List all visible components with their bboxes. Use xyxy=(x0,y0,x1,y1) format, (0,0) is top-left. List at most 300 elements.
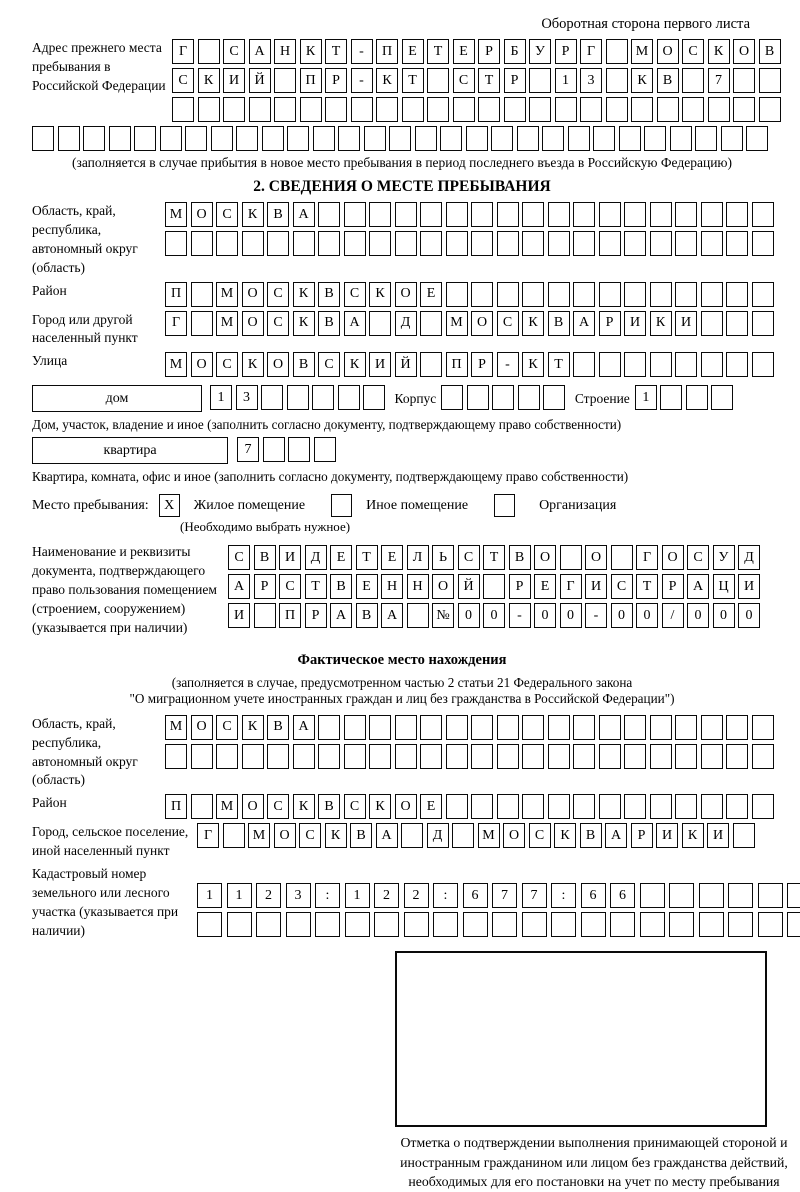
char-cell[interactable] xyxy=(606,97,628,122)
char-cell[interactable]: Н xyxy=(407,574,429,599)
char-cell[interactable] xyxy=(581,912,606,937)
char-cell[interactable] xyxy=(580,97,602,122)
char-cell[interactable] xyxy=(318,744,340,769)
char-cell[interactable] xyxy=(401,823,423,848)
char-cell[interactable] xyxy=(701,352,723,377)
char-cell[interactable]: Р xyxy=(504,68,526,93)
char-cell[interactable] xyxy=(191,744,213,769)
char-cell[interactable] xyxy=(573,202,595,227)
char-cell[interactable]: 2 xyxy=(374,883,399,908)
char-cell[interactable]: А xyxy=(381,603,403,628)
char-cell[interactable]: В xyxy=(509,545,531,570)
char-cell[interactable]: Г xyxy=(636,545,658,570)
char-cell[interactable]: К xyxy=(631,68,653,93)
char-cell[interactable] xyxy=(759,97,781,122)
char-cell[interactable]: С xyxy=(267,794,289,819)
char-cell[interactable] xyxy=(427,97,449,122)
char-cell[interactable] xyxy=(420,311,442,336)
char-cell[interactable]: О xyxy=(395,794,417,819)
char-cell[interactable] xyxy=(287,385,309,410)
char-cell[interactable] xyxy=(624,744,646,769)
char-cell[interactable]: Й xyxy=(249,68,271,93)
char-cell[interactable] xyxy=(599,794,621,819)
char-cell[interactable] xyxy=(599,282,621,307)
char-cell[interactable] xyxy=(363,385,385,410)
char-cell[interactable] xyxy=(463,912,488,937)
char-cell[interactable] xyxy=(441,385,463,410)
char-cell[interactable] xyxy=(640,912,665,937)
char-cell[interactable] xyxy=(711,385,733,410)
char-cell[interactable]: 1 xyxy=(635,385,657,410)
char-cell[interactable]: С xyxy=(458,545,480,570)
char-cell[interactable]: - xyxy=(509,603,531,628)
char-cell[interactable] xyxy=(344,202,366,227)
char-cell[interactable] xyxy=(695,126,717,151)
char-cell[interactable] xyxy=(752,794,774,819)
char-cell[interactable] xyxy=(420,231,442,256)
char-cell[interactable] xyxy=(318,202,340,227)
char-cell[interactable] xyxy=(787,883,800,908)
char-cell[interactable] xyxy=(249,97,271,122)
char-cell[interactable] xyxy=(344,715,366,740)
char-cell[interactable] xyxy=(733,823,755,848)
char-cell[interactable]: И xyxy=(228,603,250,628)
char-cell[interactable] xyxy=(758,912,783,937)
char-cell[interactable] xyxy=(369,715,391,740)
char-cell[interactable] xyxy=(573,715,595,740)
char-cell[interactable] xyxy=(599,231,621,256)
char-cell[interactable] xyxy=(274,68,296,93)
char-cell[interactable] xyxy=(471,202,493,227)
char-cell[interactable] xyxy=(300,97,322,122)
char-cell[interactable]: 1 xyxy=(210,385,232,410)
char-cell[interactable]: С xyxy=(228,545,250,570)
char-cell[interactable] xyxy=(759,68,781,93)
char-cell[interactable] xyxy=(165,744,187,769)
char-cell[interactable]: М xyxy=(216,282,238,307)
char-cell[interactable]: 3 xyxy=(236,385,258,410)
char-cell[interactable] xyxy=(338,385,360,410)
char-cell[interactable] xyxy=(369,744,391,769)
char-cell[interactable] xyxy=(263,437,285,462)
char-cell[interactable] xyxy=(261,385,283,410)
char-cell[interactable] xyxy=(675,202,697,227)
char-cell[interactable]: В xyxy=(318,794,340,819)
char-cell[interactable]: С xyxy=(267,311,289,336)
char-cell[interactable] xyxy=(701,311,723,336)
char-cell[interactable]: О xyxy=(242,311,264,336)
char-cell[interactable]: М xyxy=(216,794,238,819)
char-cell[interactable]: К xyxy=(300,39,322,64)
char-cell[interactable] xyxy=(560,545,582,570)
char-cell[interactable] xyxy=(466,126,488,151)
char-cell[interactable] xyxy=(313,126,335,151)
char-cell[interactable]: С xyxy=(172,68,194,93)
char-cell[interactable]: 0 xyxy=(534,603,556,628)
char-cell[interactable] xyxy=(728,883,753,908)
char-cell[interactable] xyxy=(752,311,774,336)
char-cell[interactable]: У xyxy=(713,545,735,570)
char-cell[interactable] xyxy=(345,912,370,937)
char-cell[interactable]: Н xyxy=(381,574,403,599)
char-cell[interactable]: К xyxy=(682,823,704,848)
char-cell[interactable] xyxy=(593,126,615,151)
char-cell[interactable] xyxy=(376,97,398,122)
char-cell[interactable]: К xyxy=(293,794,315,819)
char-cell[interactable]: Б xyxy=(504,39,526,64)
char-cell[interactable]: Т xyxy=(402,68,424,93)
char-cell[interactable]: И xyxy=(675,311,697,336)
char-cell[interactable] xyxy=(191,231,213,256)
char-cell[interactable]: / xyxy=(662,603,684,628)
char-cell[interactable] xyxy=(242,231,264,256)
char-cell[interactable]: Р xyxy=(305,603,327,628)
char-cell[interactable] xyxy=(198,97,220,122)
char-cell[interactable]: 3 xyxy=(286,883,311,908)
char-cell[interactable]: О xyxy=(395,282,417,307)
char-cell[interactable] xyxy=(522,202,544,227)
char-cell[interactable] xyxy=(542,126,564,151)
char-cell[interactable]: Д xyxy=(427,823,449,848)
char-cell[interactable]: Р xyxy=(509,574,531,599)
char-cell[interactable] xyxy=(624,202,646,227)
char-cell[interactable] xyxy=(446,202,468,227)
char-cell[interactable]: П xyxy=(279,603,301,628)
char-cell[interactable] xyxy=(752,202,774,227)
char-cell[interactable]: 0 xyxy=(483,603,505,628)
char-cell[interactable]: 0 xyxy=(687,603,709,628)
char-cell[interactable]: Т xyxy=(483,545,505,570)
char-cell[interactable]: 3 xyxy=(580,68,602,93)
char-cell[interactable] xyxy=(701,715,723,740)
char-cell[interactable]: 0 xyxy=(458,603,480,628)
char-cell[interactable] xyxy=(675,231,697,256)
char-cell[interactable] xyxy=(420,744,442,769)
char-cell[interactable]: К xyxy=(242,202,264,227)
char-cell[interactable]: В xyxy=(254,545,276,570)
char-cell[interactable] xyxy=(568,126,590,151)
char-cell[interactable] xyxy=(752,352,774,377)
char-cell[interactable] xyxy=(262,126,284,151)
char-cell[interactable]: П xyxy=(446,352,468,377)
char-cell[interactable] xyxy=(446,715,468,740)
char-cell[interactable] xyxy=(522,912,547,937)
char-cell[interactable] xyxy=(606,68,628,93)
char-cell[interactable]: О xyxy=(662,545,684,570)
char-cell[interactable]: Е xyxy=(453,39,475,64)
char-cell[interactable] xyxy=(83,126,105,151)
char-cell[interactable]: Д xyxy=(305,545,327,570)
char-cell[interactable]: О xyxy=(242,794,264,819)
char-cell[interactable] xyxy=(599,352,621,377)
char-cell[interactable]: Р xyxy=(471,352,493,377)
char-cell[interactable] xyxy=(274,97,296,122)
char-cell[interactable]: 1 xyxy=(197,883,222,908)
char-cell[interactable] xyxy=(344,744,366,769)
char-cell[interactable]: К xyxy=(242,352,264,377)
char-cell[interactable] xyxy=(548,231,570,256)
char-cell[interactable] xyxy=(682,97,704,122)
char-cell[interactable] xyxy=(216,744,238,769)
stay-type-checkbox-organization[interactable] xyxy=(494,494,515,517)
char-cell[interactable] xyxy=(364,126,386,151)
char-cell[interactable] xyxy=(497,202,519,227)
char-cell[interactable]: А xyxy=(344,311,366,336)
char-cell[interactable] xyxy=(467,385,489,410)
char-cell[interactable] xyxy=(497,715,519,740)
char-cell[interactable]: К xyxy=(522,311,544,336)
char-cell[interactable] xyxy=(708,97,730,122)
char-cell[interactable]: Д xyxy=(395,311,417,336)
char-cell[interactable]: К xyxy=(554,823,576,848)
char-cell[interactable] xyxy=(191,794,213,819)
char-cell[interactable] xyxy=(721,126,743,151)
char-cell[interactable]: В xyxy=(318,311,340,336)
char-cell[interactable]: 6 xyxy=(463,883,488,908)
char-cell[interactable]: В xyxy=(267,715,289,740)
char-cell[interactable] xyxy=(185,126,207,151)
char-cell[interactable]: О xyxy=(191,715,213,740)
char-cell[interactable]: О xyxy=(274,823,296,848)
char-cell[interactable] xyxy=(223,823,245,848)
char-cell[interactable]: : xyxy=(433,883,458,908)
char-cell[interactable]: Г xyxy=(560,574,582,599)
char-cell[interactable] xyxy=(573,794,595,819)
char-cell[interactable] xyxy=(198,39,220,64)
char-cell[interactable] xyxy=(522,744,544,769)
char-cell[interactable] xyxy=(555,97,577,122)
char-cell[interactable]: : xyxy=(315,883,340,908)
char-cell[interactable] xyxy=(701,202,723,227)
char-cell[interactable]: В xyxy=(657,68,679,93)
char-cell[interactable]: К xyxy=(522,352,544,377)
char-cell[interactable]: А xyxy=(228,574,250,599)
char-cell[interactable] xyxy=(312,385,334,410)
char-cell[interactable] xyxy=(471,715,493,740)
char-cell[interactable] xyxy=(522,794,544,819)
char-cell[interactable]: И xyxy=(624,311,646,336)
char-cell[interactable]: О xyxy=(534,545,556,570)
char-cell[interactable]: О xyxy=(471,311,493,336)
char-cell[interactable] xyxy=(669,883,694,908)
char-cell[interactable] xyxy=(529,68,551,93)
char-cell[interactable] xyxy=(548,282,570,307)
char-cell[interactable]: А xyxy=(249,39,271,64)
char-cell[interactable] xyxy=(726,311,748,336)
char-cell[interactable] xyxy=(497,231,519,256)
char-cell[interactable]: Р xyxy=(599,311,621,336)
char-cell[interactable]: К xyxy=(344,352,366,377)
stay-type-checkbox-residential[interactable]: X xyxy=(159,494,180,517)
char-cell[interactable]: О xyxy=(733,39,755,64)
char-cell[interactable] xyxy=(701,282,723,307)
char-cell[interactable] xyxy=(109,126,131,151)
char-cell[interactable] xyxy=(471,231,493,256)
char-cell[interactable] xyxy=(726,282,748,307)
char-cell[interactable]: В xyxy=(293,352,315,377)
char-cell[interactable]: Т xyxy=(636,574,658,599)
char-cell[interactable] xyxy=(395,744,417,769)
char-cell[interactable] xyxy=(374,912,399,937)
char-cell[interactable]: А xyxy=(293,202,315,227)
char-cell[interactable]: С xyxy=(267,282,289,307)
char-cell[interactable]: А xyxy=(605,823,627,848)
char-cell[interactable]: К xyxy=(369,794,391,819)
char-cell[interactable]: И xyxy=(707,823,729,848)
char-cell[interactable] xyxy=(746,126,768,151)
char-cell[interactable]: А xyxy=(330,603,352,628)
char-cell[interactable]: 1 xyxy=(227,883,252,908)
char-cell[interactable]: С xyxy=(687,545,709,570)
char-cell[interactable]: 6 xyxy=(581,883,606,908)
char-cell[interactable] xyxy=(32,126,54,151)
char-cell[interactable]: Р xyxy=(325,68,347,93)
char-cell[interactable]: - xyxy=(351,68,373,93)
char-cell[interactable] xyxy=(415,126,437,151)
char-cell[interactable] xyxy=(491,126,513,151)
char-cell[interactable] xyxy=(427,68,449,93)
char-cell[interactable] xyxy=(640,883,665,908)
char-cell[interactable] xyxy=(471,794,493,819)
char-cell[interactable] xyxy=(433,912,458,937)
char-cell[interactable] xyxy=(522,715,544,740)
char-cell[interactable] xyxy=(420,352,442,377)
char-cell[interactable]: - xyxy=(351,39,373,64)
char-cell[interactable]: 7 xyxy=(522,883,547,908)
char-cell[interactable]: С xyxy=(453,68,475,93)
char-cell[interactable]: В xyxy=(318,282,340,307)
char-cell[interactable]: М xyxy=(165,715,187,740)
char-cell[interactable] xyxy=(517,126,539,151)
char-cell[interactable]: П xyxy=(376,39,398,64)
char-cell[interactable] xyxy=(452,823,474,848)
char-cell[interactable]: К xyxy=(376,68,398,93)
char-cell[interactable]: 0 xyxy=(636,603,658,628)
char-cell[interactable]: К xyxy=(293,282,315,307)
char-cell[interactable] xyxy=(752,744,774,769)
char-cell[interactable] xyxy=(286,912,311,937)
char-cell[interactable] xyxy=(395,715,417,740)
char-cell[interactable] xyxy=(787,912,800,937)
char-cell[interactable]: С xyxy=(279,574,301,599)
char-cell[interactable] xyxy=(191,282,213,307)
char-cell[interactable] xyxy=(165,231,187,256)
char-cell[interactable] xyxy=(650,202,672,227)
char-cell[interactable] xyxy=(631,97,653,122)
char-cell[interactable] xyxy=(548,794,570,819)
char-cell[interactable] xyxy=(650,352,672,377)
char-cell[interactable] xyxy=(650,282,672,307)
char-cell[interactable] xyxy=(619,126,641,151)
char-cell[interactable]: 7 xyxy=(708,68,730,93)
char-cell[interactable] xyxy=(227,912,252,937)
char-cell[interactable] xyxy=(478,97,500,122)
char-cell[interactable] xyxy=(522,231,544,256)
char-cell[interactable]: Г xyxy=(172,39,194,64)
char-cell[interactable]: Й xyxy=(458,574,480,599)
char-cell[interactable] xyxy=(650,231,672,256)
char-cell[interactable] xyxy=(471,282,493,307)
char-cell[interactable]: № xyxy=(432,603,454,628)
char-cell[interactable] xyxy=(134,126,156,151)
char-cell[interactable]: Е xyxy=(420,794,442,819)
char-cell[interactable] xyxy=(699,912,724,937)
char-cell[interactable] xyxy=(518,385,540,410)
char-cell[interactable]: О xyxy=(503,823,525,848)
char-cell[interactable] xyxy=(670,126,692,151)
char-cell[interactable] xyxy=(752,715,774,740)
char-cell[interactable]: О xyxy=(432,574,454,599)
char-cell[interactable]: Р xyxy=(662,574,684,599)
char-cell[interactable]: С xyxy=(611,574,633,599)
char-cell[interactable] xyxy=(191,311,213,336)
char-cell[interactable]: 0 xyxy=(560,603,582,628)
char-cell[interactable] xyxy=(446,231,468,256)
char-cell[interactable] xyxy=(624,231,646,256)
char-cell[interactable] xyxy=(660,385,682,410)
char-cell[interactable]: 7 xyxy=(492,883,517,908)
char-cell[interactable]: П xyxy=(300,68,322,93)
char-cell[interactable]: Р xyxy=(478,39,500,64)
char-cell[interactable] xyxy=(548,744,570,769)
char-cell[interactable] xyxy=(287,126,309,151)
char-cell[interactable] xyxy=(318,715,340,740)
char-cell[interactable] xyxy=(395,202,417,227)
char-cell[interactable] xyxy=(344,231,366,256)
char-cell[interactable] xyxy=(497,744,519,769)
char-cell[interactable]: М xyxy=(478,823,500,848)
char-cell[interactable]: Р xyxy=(254,574,276,599)
char-cell[interactable] xyxy=(315,912,340,937)
char-cell[interactable] xyxy=(650,744,672,769)
char-cell[interactable] xyxy=(404,912,429,937)
char-cell[interactable]: И xyxy=(223,68,245,93)
char-cell[interactable]: В xyxy=(548,311,570,336)
char-cell[interactable]: М xyxy=(248,823,270,848)
char-cell[interactable]: А xyxy=(687,574,709,599)
char-cell[interactable]: 0 xyxy=(713,603,735,628)
char-cell[interactable] xyxy=(160,126,182,151)
char-cell[interactable]: 2 xyxy=(256,883,281,908)
char-cell[interactable]: Е xyxy=(402,39,424,64)
char-cell[interactable]: С xyxy=(344,794,366,819)
char-cell[interactable] xyxy=(675,352,697,377)
char-cell[interactable]: Ь xyxy=(432,545,454,570)
char-cell[interactable] xyxy=(624,715,646,740)
char-cell[interactable] xyxy=(497,282,519,307)
char-cell[interactable] xyxy=(758,883,783,908)
char-cell[interactable]: С xyxy=(223,39,245,64)
char-cell[interactable] xyxy=(543,385,565,410)
char-cell[interactable] xyxy=(288,437,310,462)
char-cell[interactable] xyxy=(402,97,424,122)
char-cell[interactable] xyxy=(216,231,238,256)
char-cell[interactable]: В xyxy=(759,39,781,64)
char-cell[interactable]: Т xyxy=(548,352,570,377)
char-cell[interactable]: Ц xyxy=(713,574,735,599)
char-cell[interactable] xyxy=(726,794,748,819)
char-cell[interactable] xyxy=(267,231,289,256)
char-cell[interactable] xyxy=(236,126,258,151)
char-cell[interactable] xyxy=(318,231,340,256)
char-cell[interactable]: К xyxy=(325,823,347,848)
char-cell[interactable] xyxy=(675,715,697,740)
char-cell[interactable] xyxy=(293,744,315,769)
char-cell[interactable]: К xyxy=(650,311,672,336)
char-cell[interactable] xyxy=(395,231,417,256)
char-cell[interactable] xyxy=(529,97,551,122)
char-cell[interactable] xyxy=(675,282,697,307)
